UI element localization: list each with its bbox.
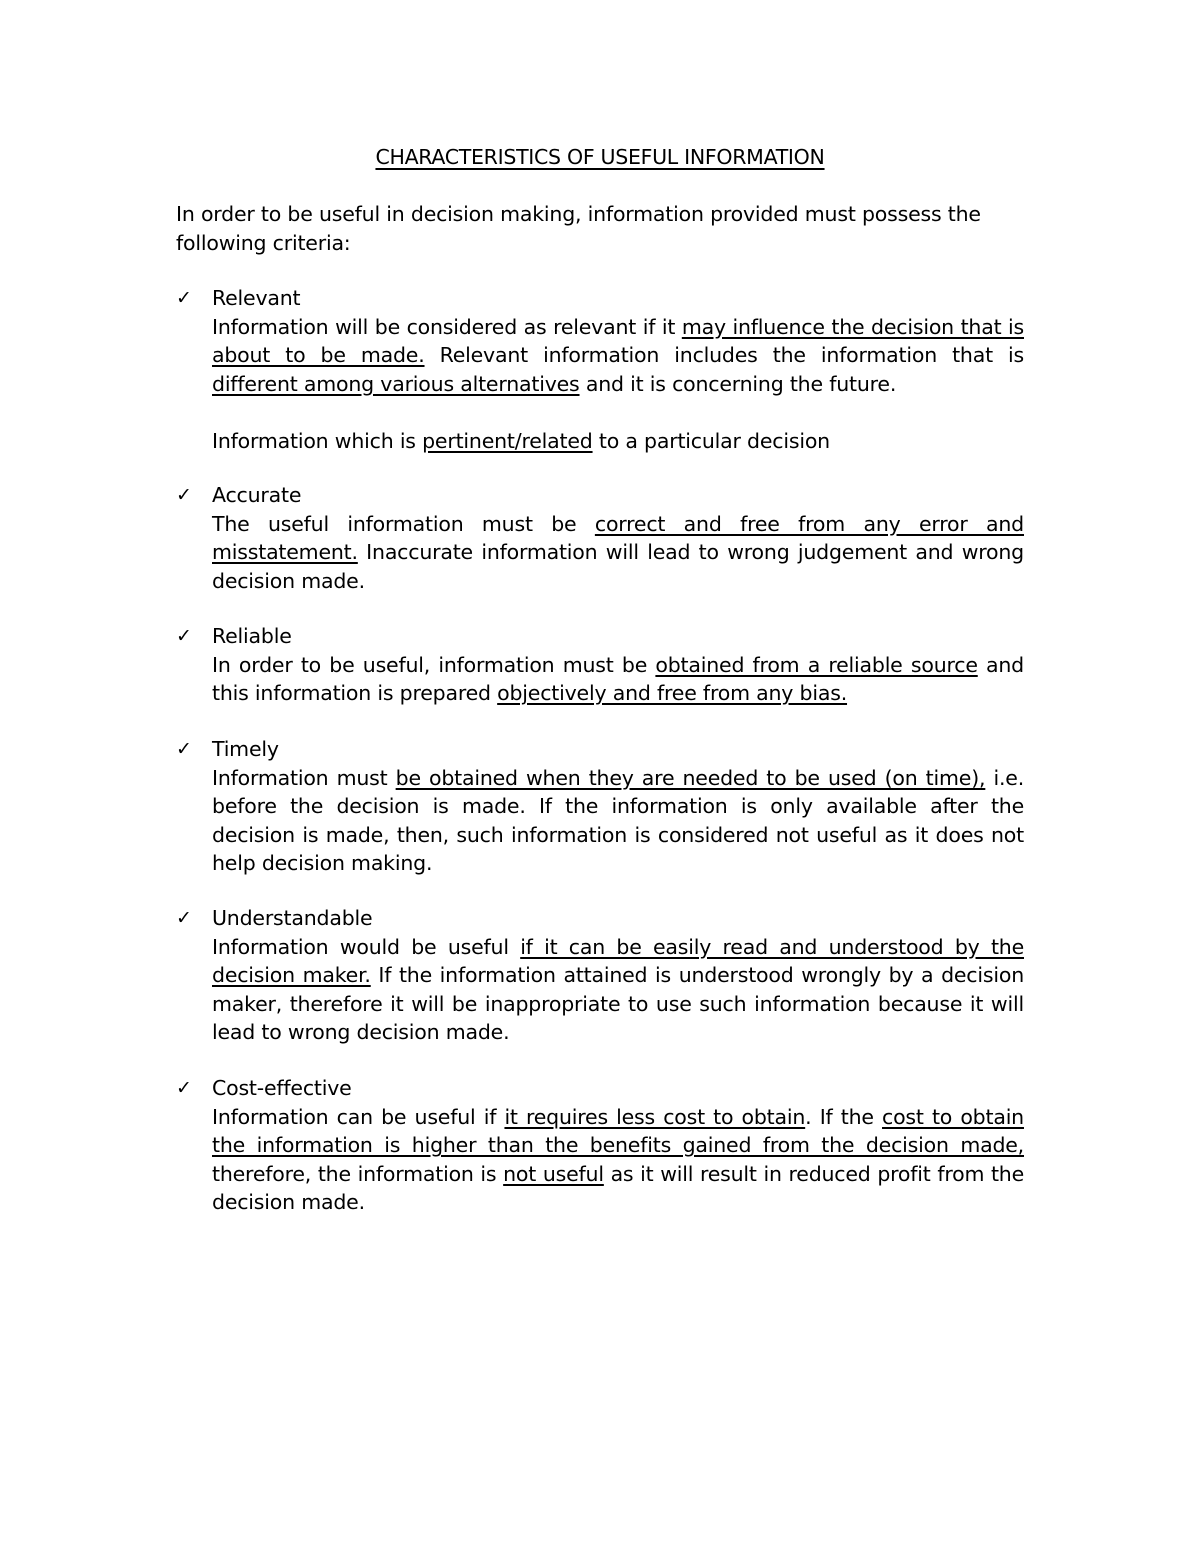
criterion-heading: Understandable	[212, 906, 373, 930]
underlined-text-run: correct and free from any error and misstatement.	[212, 511, 1024, 564]
underlined-text-run: different among various alternatives	[212, 371, 580, 396]
criterion-description	[212, 510, 1024, 596]
text-run: Inaccurate information will lead to wrong judgement and wrong decision made.	[212, 540, 1024, 593]
criterion-heading: Relevant	[212, 286, 301, 310]
criterion-description	[212, 933, 1024, 1047]
intro-paragraph: In order to be useful in decision making, information provided must possess the following criteria:	[176, 202, 981, 255]
text-run: . If the	[805, 1104, 883, 1129]
text-run: and it is concerning the future.	[579, 371, 897, 396]
criterion-timely	[176, 735, 1024, 878]
underlined-text-run: obtained from a reliable source	[655, 652, 978, 677]
text-run: i.e. before the decision is made. If the information is only available after the decision is made, then, such information is considered not useful as it does not help decision making.	[212, 765, 1025, 875]
text-run: If the information attained is understood wrongly by a decision maker, therefore it will be inappropriate to use such information because it will lead to wrong decision made.	[212, 963, 1024, 1044]
criterion-description	[212, 1103, 1024, 1217]
underlined-text-run: not useful	[503, 1161, 604, 1186]
criterion-heading: Accurate	[212, 483, 302, 507]
checkmark-icon: ✓	[176, 625, 192, 647]
criterion-accurate	[176, 481, 1024, 595]
criterion-cost-effective	[176, 1074, 1024, 1217]
text-run: as it will result in reduced profit from the decision made.	[212, 1161, 1025, 1214]
criterion-description	[212, 651, 1024, 708]
text-run: therefore, the information is	[212, 1161, 504, 1186]
text-run: Information can be useful if	[212, 1104, 505, 1129]
criterion-heading: Cost-effective	[212, 1076, 352, 1100]
text-run: Information which is	[212, 428, 423, 453]
underlined-text-run: objectively and free from any bias.	[497, 681, 848, 705]
underlined-text-run: if it can be easily read and understood by the decision maker.	[212, 934, 1024, 987]
criterion-description	[212, 764, 1024, 878]
text-run: Information would be useful	[212, 934, 521, 959]
underlined-text-run: be obtained when they are needed to be used (on time),	[395, 765, 986, 790]
checkmark-icon: ✓	[176, 738, 192, 760]
text-run: Information will be considered as relevant if it	[212, 314, 682, 339]
criterion-heading: Timely	[212, 737, 279, 761]
criterion-relevant	[176, 284, 1024, 455]
criterion-heading: Reliable	[212, 624, 292, 648]
criterion-note	[212, 427, 1024, 456]
underlined-text-run: cost to obtain the information is higher than the benefits gained from the decision made,	[212, 1104, 1024, 1157]
underlined-text-run: it requires less cost to obtain	[504, 1104, 806, 1129]
checkmark-icon: ✓	[176, 907, 192, 929]
underlined-text-run: pertinent/related	[422, 428, 593, 453]
text-run: and this information is prepared	[212, 652, 1024, 705]
criterion-description	[212, 313, 1024, 399]
text-run: Relevant information includes the information that is	[424, 343, 1024, 367]
text-run: to a particular decision	[592, 428, 830, 453]
checkmark-icon: ✓	[176, 287, 192, 309]
criterion-understandable	[176, 904, 1024, 1047]
text-run: Information must	[212, 765, 396, 790]
page-title: CHARACTERISTICS OF USEFUL INFORMATION	[375, 145, 825, 169]
criterion-reliable	[176, 622, 1024, 708]
checkmark-icon: ✓	[176, 1077, 192, 1099]
checkmark-icon: ✓	[176, 484, 192, 506]
text-run: In order to be useful, information must be	[212, 652, 656, 677]
underlined-text-run: may influence the decision that is about to be made.	[212, 314, 1024, 367]
text-run: The useful information must be	[212, 511, 595, 536]
